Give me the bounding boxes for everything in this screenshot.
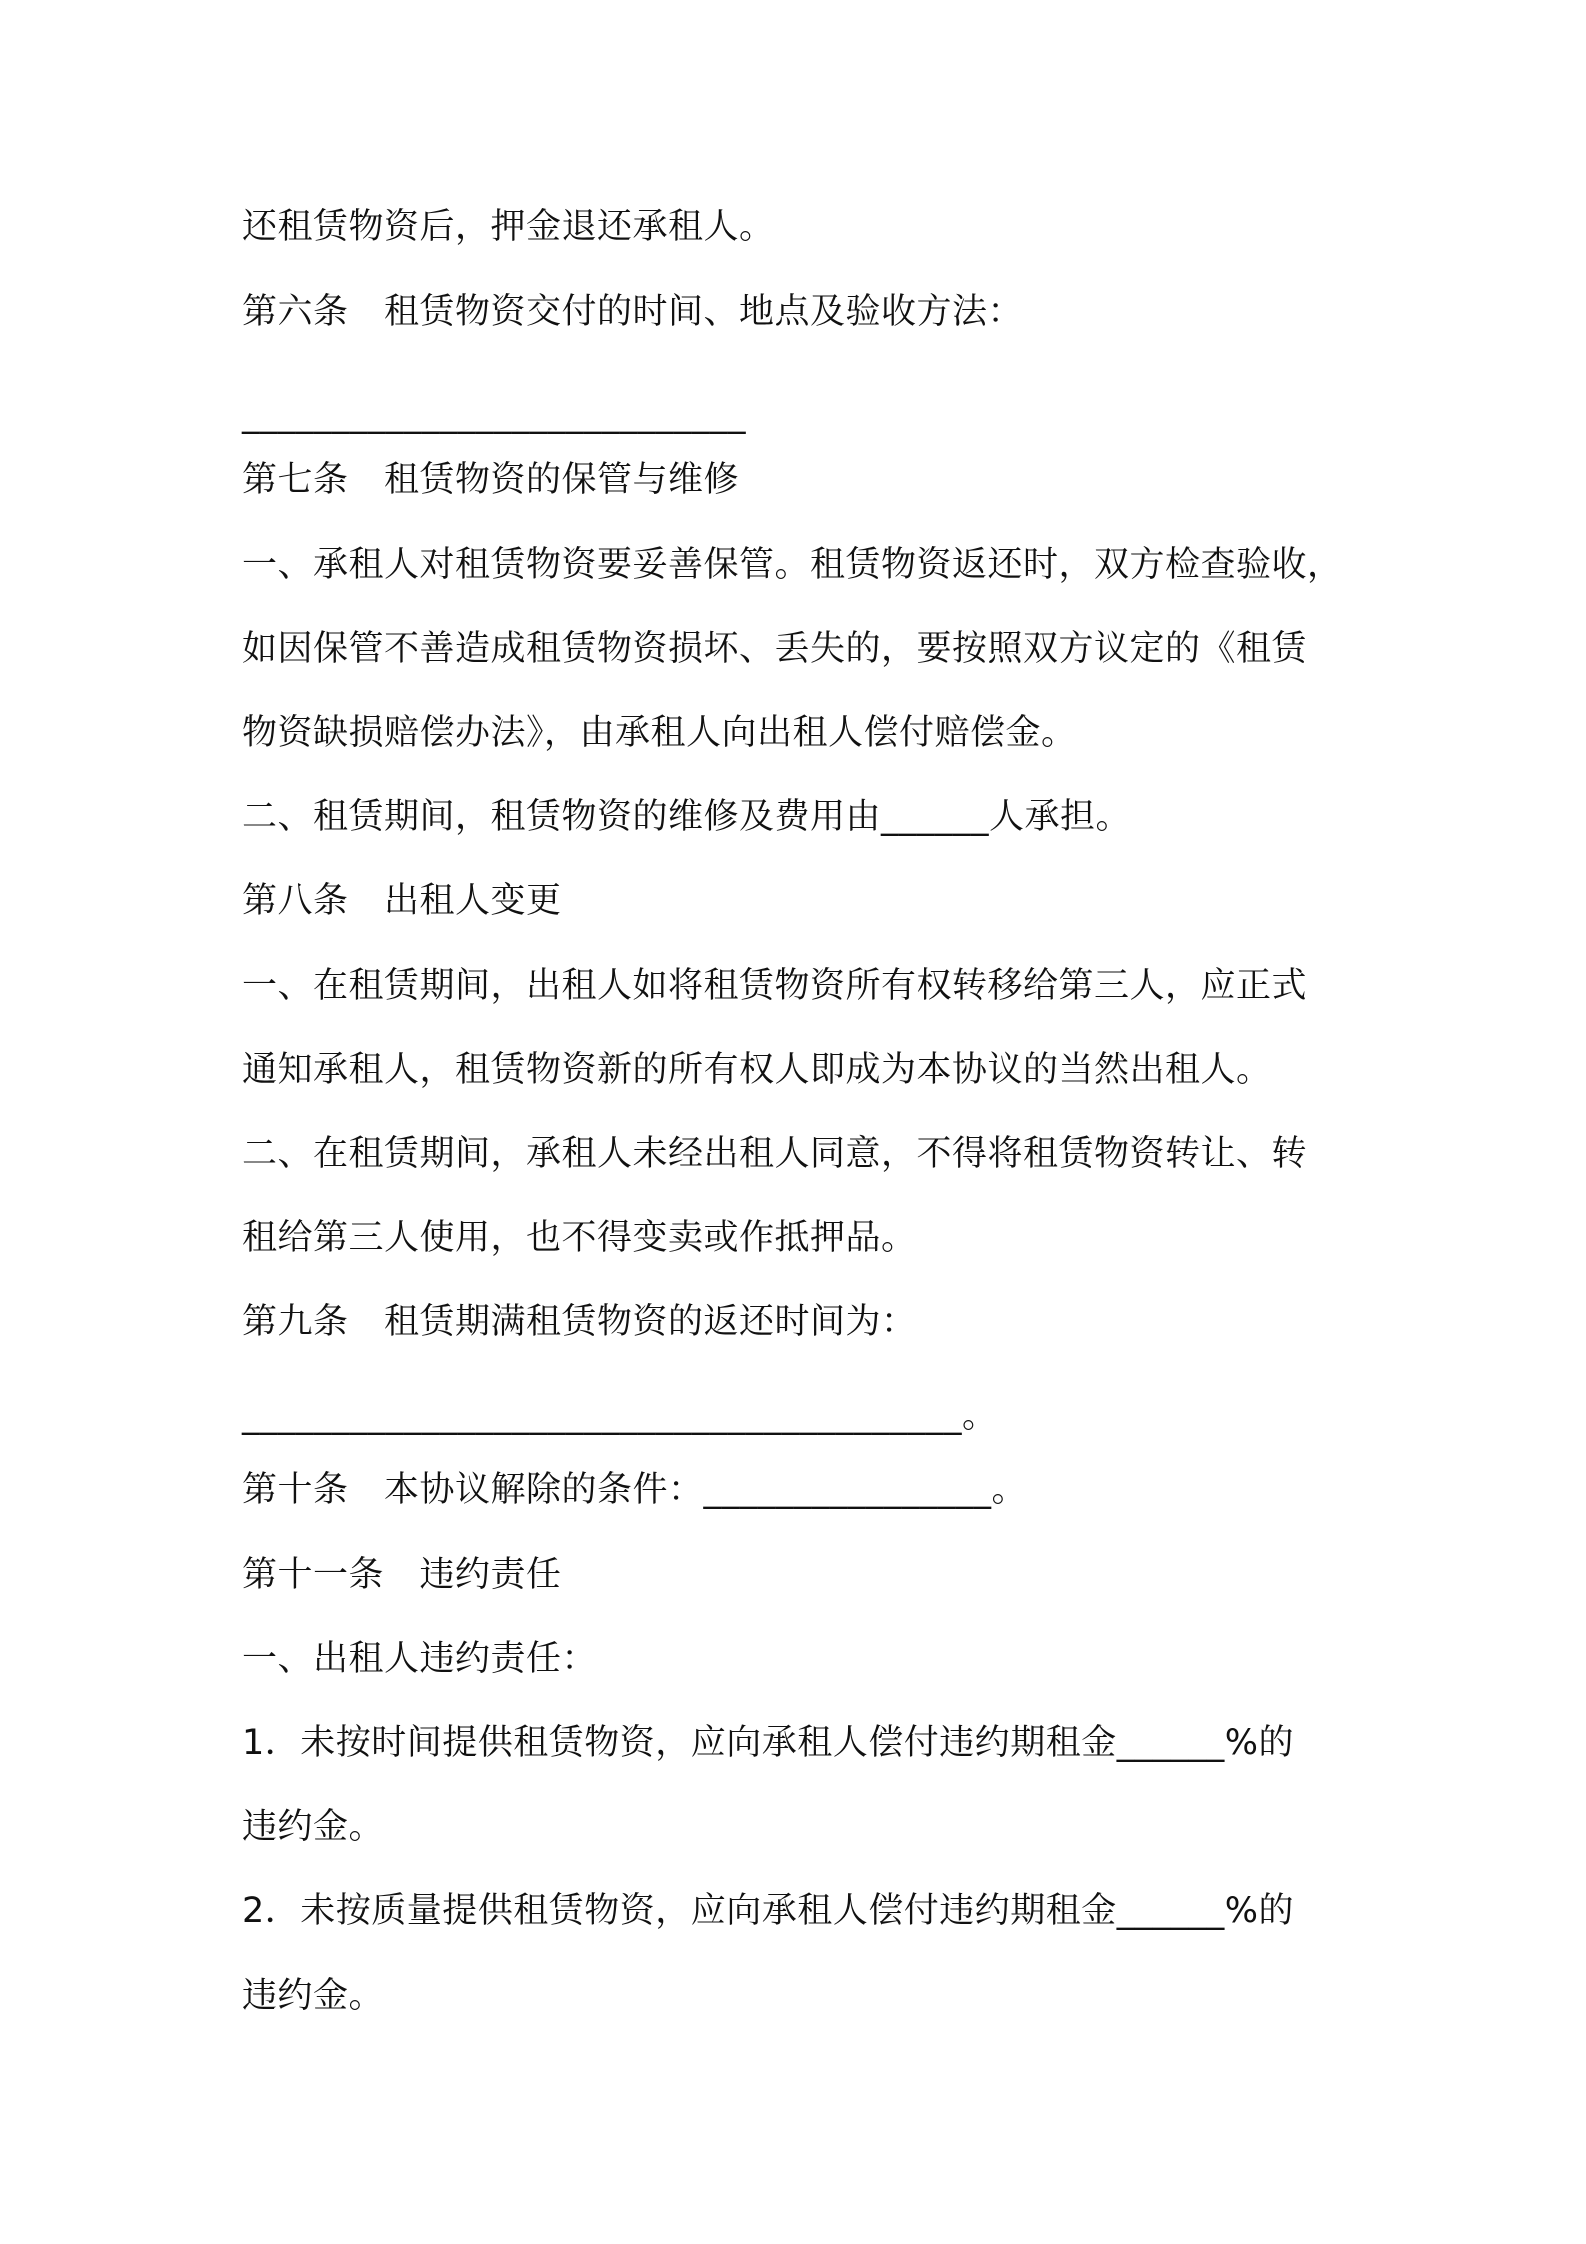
text-line: 二、在租赁期间，承租人未经出租人同意，不得将租赁物资转让、转 xyxy=(242,1134,1308,1174)
article-10-heading: 第十条 本协议解除的条件：________________。 xyxy=(242,1470,1028,1510)
text-line: 1．未按时间提供租赁物资，应向承租人偿付违约期租金______%的 xyxy=(242,1723,1295,1763)
blank-fill-line: ________________________________________。 xyxy=(242,1396,998,1436)
article-8-heading: 第八条 出租人变更 xyxy=(242,881,562,921)
blank-fill-line: ____________________________ xyxy=(242,395,746,435)
text-line: 一、在租赁期间，出租人如将租赁物资所有权转移给第三人，应正式 xyxy=(242,966,1308,1006)
article-7-heading: 第七条 租赁物资的保管与维修 xyxy=(242,460,740,500)
text-line: 一、出租人违约责任： xyxy=(242,1639,598,1679)
article-6-heading: 第六条 租赁物资交付的时间、地点及验收方法： xyxy=(242,292,1024,332)
article-9-heading: 第九条 租赁期满租赁物资的返还时间为： xyxy=(242,1302,917,1342)
text-line: 一、承租人对租赁物资要妥善保管。租赁物资返还时，双方检查验收， xyxy=(242,545,1343,585)
text-line: 二、租赁期间，租赁物资的维修及费用由______人承担。 xyxy=(242,797,1132,837)
text-line: 违约金。 xyxy=(242,1807,385,1847)
text-line: 还租赁物资后，押金退还承租人。 xyxy=(242,207,775,247)
text-line: 违约金。 xyxy=(242,1976,385,2016)
text-line: 2．未按质量提供租赁物资，应向承租人偿付违约期租金______%的 xyxy=(242,1891,1295,1931)
text-line: 通知承租人，租赁物资新的所有权人即成为本协议的当然出租人。 xyxy=(242,1050,1272,1090)
text-line: 如因保管不善造成租赁物资损坏、丢失的，要按照双方议定的《租赁 xyxy=(242,629,1308,669)
article-11-heading: 第十一条 违约责任 xyxy=(242,1555,562,1595)
text-line: 物资缺损赔偿办法》，由承租人向出租人偿付赔偿金。 xyxy=(242,713,1077,753)
text-line: 租给第三人使用，也不得变卖或作抵押品。 xyxy=(242,1218,917,1258)
